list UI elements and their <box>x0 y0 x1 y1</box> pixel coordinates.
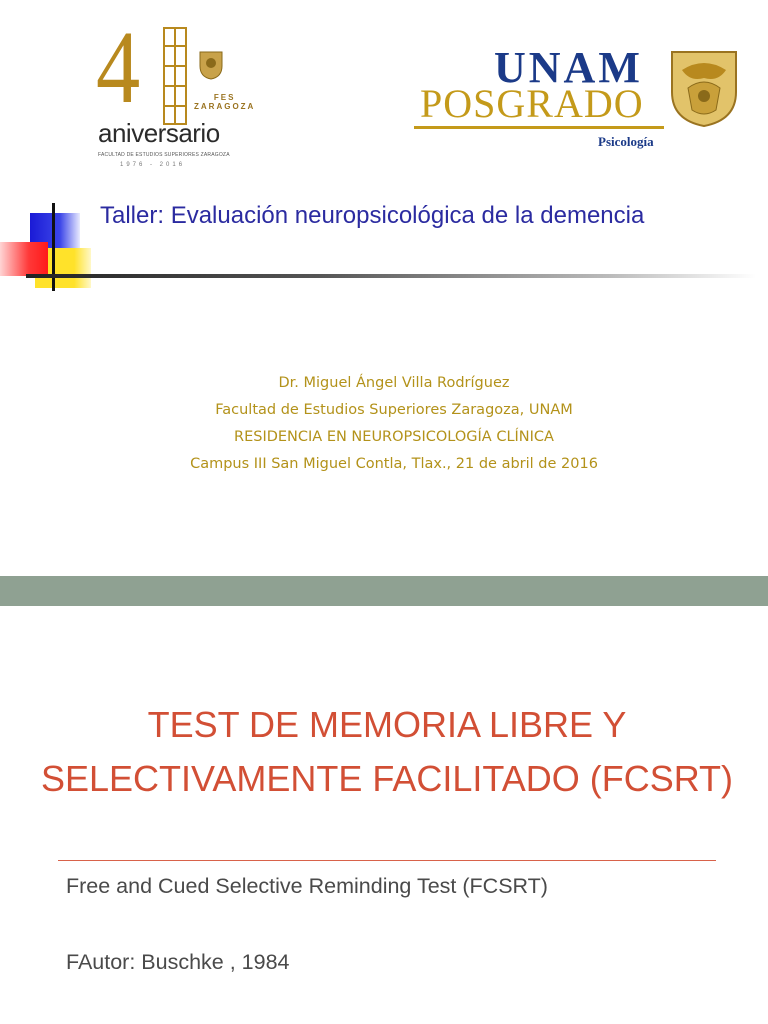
author-institution: Facultad de Estudios Superiores Zaragoza, UNAM <box>215 402 573 418</box>
test-author: FAutor: Buschke , 1984 <box>66 950 290 974</box>
slide-divider <box>0 576 768 606</box>
unam-escudo-icon <box>668 48 740 128</box>
tower-icon <box>162 26 188 126</box>
author-name: Dr. Miguel Ángel Villa Rodríguez <box>278 375 510 391</box>
slide-title: Taller: Evaluación neuropsicológica de la demencia <box>100 202 645 229</box>
author-location-date: Campus III San Miguel Contla, Tlax., 21 de abril de 2016 <box>190 456 598 472</box>
logo-number: 4 <box>96 10 141 125</box>
unam-posgrado-logo <box>414 40 744 160</box>
unam-shield-small-icon <box>198 50 224 80</box>
unam-text: UNAM <box>494 43 643 92</box>
fes-zaragoza-40-aniversario-logo <box>86 10 256 180</box>
author-program: RESIDENCIA EN NEUROPSICOLOGÍA CLÍNICA <box>234 429 554 445</box>
slide-2 <box>0 606 768 1024</box>
horizontal-line <box>26 274 756 278</box>
posgrado-text: POSGRADO <box>420 81 644 126</box>
test-english-name: Free and Cued Selective Reminding Test (FCSRT) <box>66 874 548 898</box>
aniversario-text: aniversario <box>98 118 220 148</box>
title-underline <box>58 860 716 861</box>
fes-zaragoza-text: FES ZARAGOZA <box>194 93 256 111</box>
logo-rule <box>414 126 664 129</box>
years-text: 1976 - 2016 <box>120 162 186 168</box>
facultad-text: FACULTAD DE ESTUDIOS SUPERIORES ZARAGOZA <box>98 152 230 158</box>
psicologia-text: Psicología <box>598 134 654 149</box>
author-block <box>0 370 768 478</box>
red-square <box>0 242 48 276</box>
test-title: TEST DE MEMORIA LIBRE Y SELECTIVAMENTE FACILITADO (FCSRT) <box>40 704 734 799</box>
